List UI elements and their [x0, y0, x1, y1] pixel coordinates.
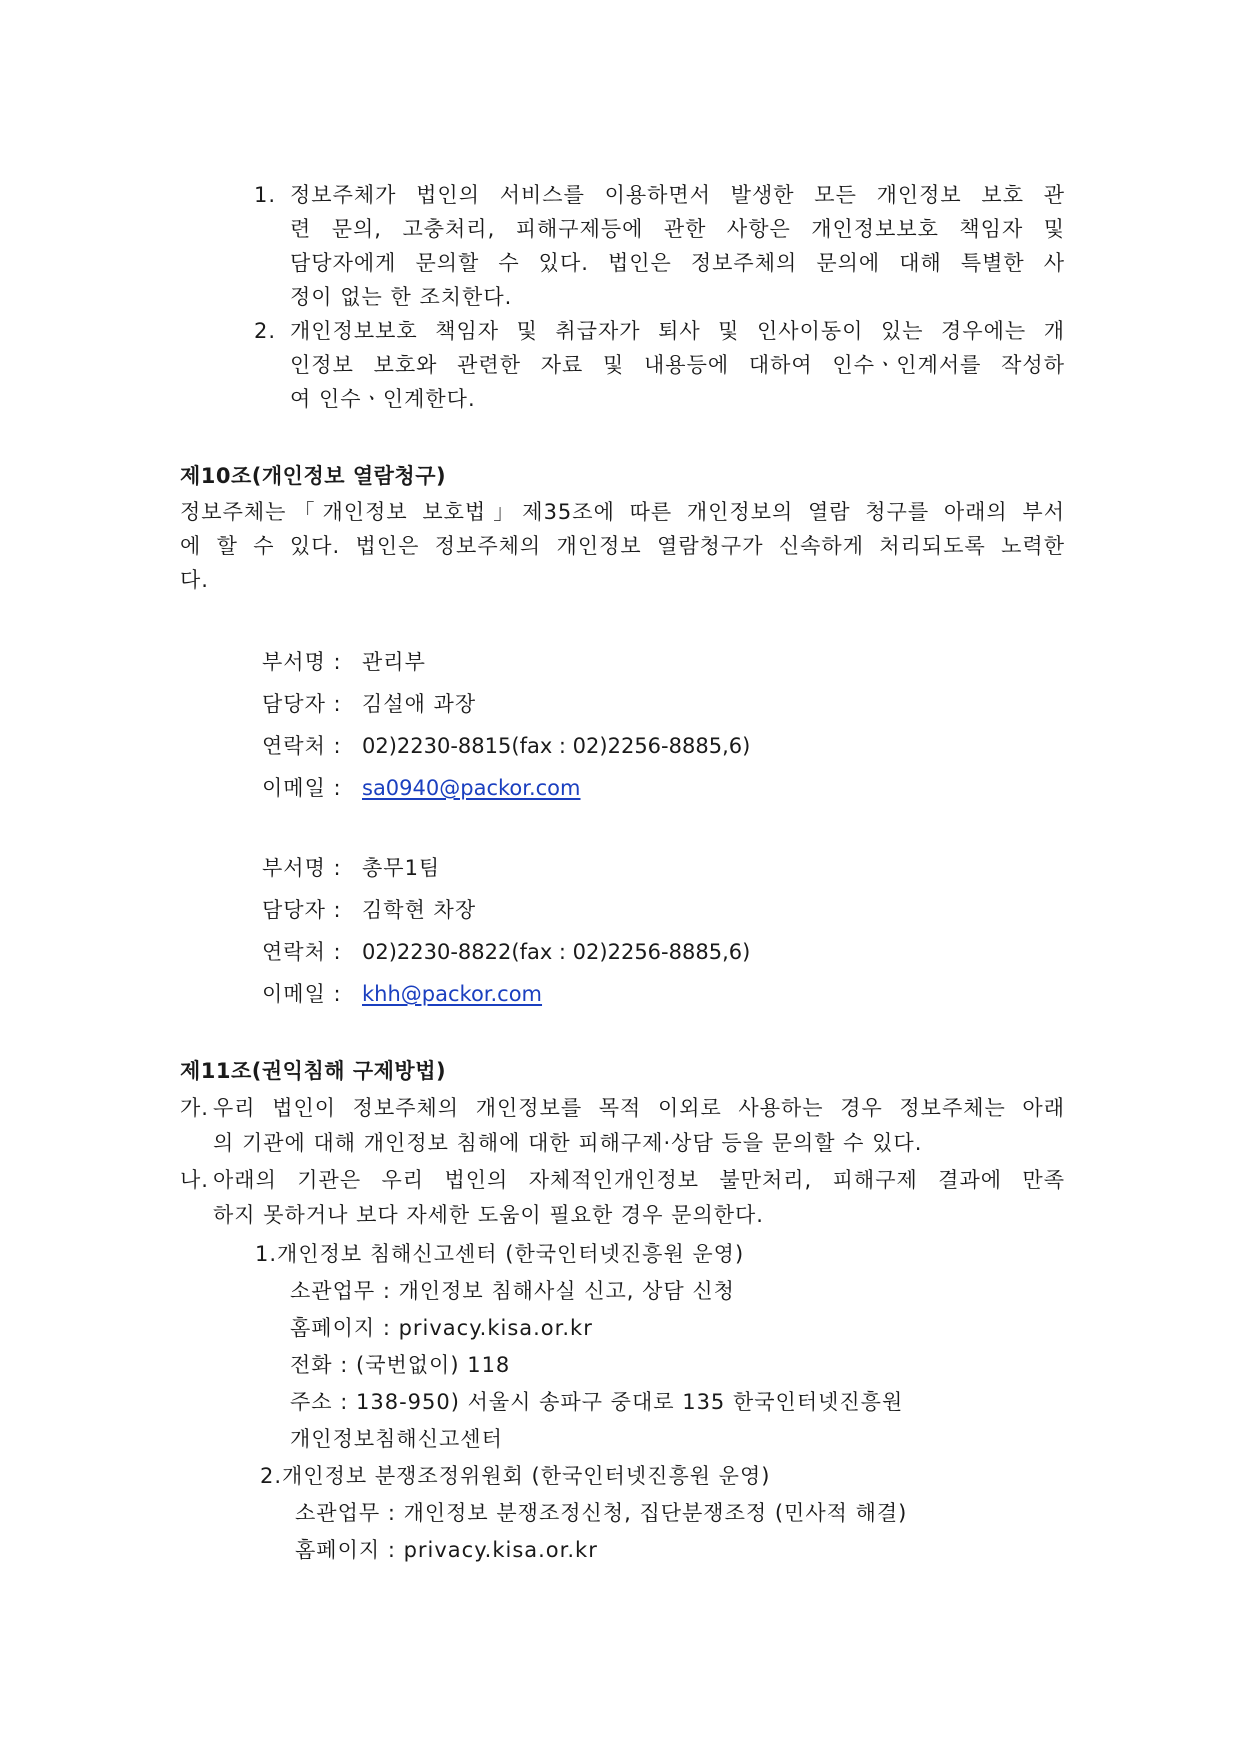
agency-line: 소관업무 : 개인정보 분쟁조정신청, 집단분쟁조정 (민사적 해결): [295, 1501, 908, 1525]
person-value: 김설애 과장: [362, 692, 477, 716]
phone-label: 연락처 :: [262, 940, 342, 964]
agency-title: 1.개인정보 침해신고센터 (한국인터넷진흥원 운영): [255, 1242, 745, 1266]
list-item-text: 여 인수ㆍ인계한다.: [290, 387, 476, 411]
email-link[interactable]: khh@packor.com: [362, 982, 543, 1006]
phone-value: 02)2230-8815(fax : 02)2256-8885,6): [362, 734, 751, 758]
agency-line: 홈페이지 : privacy.kisa.or.kr: [295, 1538, 598, 1562]
person-label: 담당자 :: [262, 692, 342, 716]
list-item-text: 정보주체가 법인의 서비스를 이용하면서 발생한 모든 개인정보 보호 관: [290, 183, 1065, 207]
list-item-text: 련 문의, 고충처리, 피해구제등에 관한 사항은 개인정보보호 책임자 및: [290, 217, 1065, 241]
dept-value: 관리부: [362, 650, 426, 674]
phone-label: 연락처 :: [262, 734, 342, 758]
list-number: 1.: [254, 183, 277, 207]
email-label: 이메일 :: [262, 982, 342, 1006]
agency-line: 주소 : 138-950) 서울시 송파구 중대로 135 한국인터넷진흥원: [290, 1390, 904, 1414]
paragraph-line: 에 할 수 있다. 법인은 정보주체의 개인정보 열람청구가 신속하게 처리되도록 노력한: [180, 534, 1065, 558]
item-text: 의 기관에 대해 개인정보 침해에 대한 피해구제·상담 등을 문의할 수 있다.: [213, 1131, 923, 1155]
paragraph-line: 다.: [180, 568, 209, 592]
item-text: 우리 법인이 정보주체의 개인정보를 목적 이외로 사용하는 경우 정보주체는 아래: [213, 1096, 1065, 1120]
email-label: 이메일 :: [262, 776, 342, 800]
article-11-heading: 제11조(권익침해 구제방법): [180, 1059, 447, 1083]
list-item-text: 정이 없는 한 조치한다.: [290, 285, 513, 309]
list-item-text: 개인정보보호 책임자 및 취급자가 퇴사 및 인사이동이 있는 경우에는 개: [290, 319, 1065, 343]
item-marker: 가.: [180, 1096, 209, 1120]
dept-label: 부서명 :: [262, 650, 342, 674]
agency-title: 2.개인정보 분쟁조정위원회 (한국인터넷진흥원 운영): [260, 1464, 771, 1488]
agency-line: 개인정보침해신고센터: [290, 1427, 503, 1451]
item-text: 아래의 기관은 우리 법인의 자체적인개인정보 불만처리, 피해구제 결과에 만족: [213, 1168, 1065, 1192]
item-marker: 나.: [180, 1168, 209, 1192]
email-link[interactable]: sa0940@packor.com: [362, 776, 581, 800]
agency-line: 전화 : (국번없이) 118: [290, 1353, 511, 1377]
list-number: 2.: [254, 319, 277, 343]
person-value: 김학현 차장: [362, 898, 477, 922]
item-text: 하지 못하거나 보다 자세한 도움이 필요한 경우 문의한다.: [213, 1203, 764, 1227]
list-item-text: 담당자에게 문의할 수 있다. 법인은 정보주체의 문의에 대해 특별한 사: [290, 251, 1065, 275]
agency-line: 홈페이지 : privacy.kisa.or.kr: [290, 1316, 593, 1340]
paragraph-line: 정보주체는「개인정보 보호법」제35조에 따른 개인정보의 열람 청구를 아래의 부서: [180, 500, 1065, 524]
dept-label: 부서명 :: [262, 856, 342, 880]
dept-value: 총무1팀: [362, 856, 441, 880]
list-item-text: 인정보 보호와 관련한 자료 및 내용등에 대하여 인수ㆍ인계서를 작성하: [290, 353, 1065, 377]
person-label: 담당자 :: [262, 898, 342, 922]
agency-line: 소관업무 : 개인정보 침해사실 신고, 상담 신청: [290, 1279, 735, 1303]
phone-value: 02)2230-8822(fax : 02)2256-8885,6): [362, 940, 751, 964]
article-10-heading: 제10조(개인정보 열람청구): [180, 464, 447, 488]
